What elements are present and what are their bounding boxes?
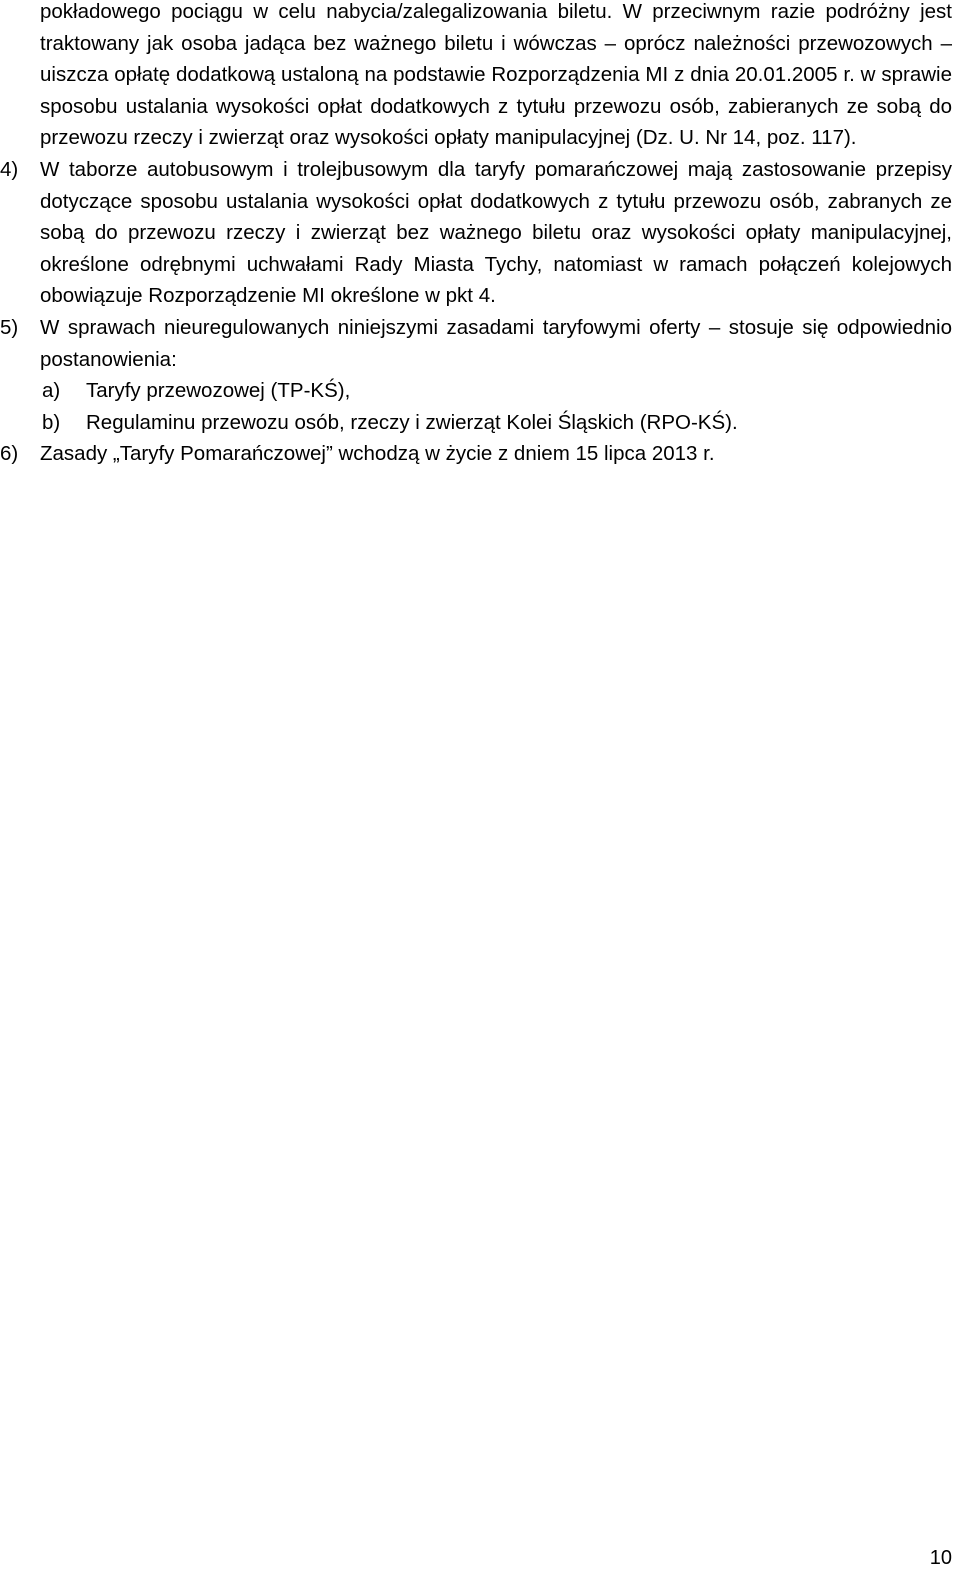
list-item-number: 6) [0,442,19,466]
list-item-6 [0,438,952,470]
document-body [0,0,952,470]
sub-item-text: Taryfy przewozowej (TP-KŚ), [86,379,351,403]
list-item-number: 4) [0,157,19,181]
sub-item-a [0,375,952,407]
list-item-text: Zasady „Taryfy Pomarańczowej” wchodzą w życie z dniem 15 lipca 2013 r. [40,442,715,466]
sub-item-letter: b) [42,410,61,434]
list-item-number: 5) [0,315,19,339]
sub-item-text: Regulaminu przewozu osób, rzeczy i zwierząt Kolei Śląskich (RPO-KŚ). [86,410,738,434]
sub-item-b [0,407,952,439]
list-item-text: W taborze autobusowym i trolejbusowym dla taryfy pomarańczowej mają zastosowanie przepisy dotyczące sposobu ustalania wysokości opłat dodatkowych z tytułu przewozu osób, zabranych ze sobą do przewozu rzeczy i zwierząt bez ważnego biletu oraz wysokości opłaty manipulacyjnej, określone odrębnymi uchwałami Rady Miasta Tychy, natomiast w ramach połączeń kolejowych obowiązuje Rozporządzenie MI określone w pkt 4. [40,157,952,308]
list-item-5 [0,312,952,375]
page-number: 10 [929,1547,952,1569]
continuation-paragraph: pokładowego pociągu w celu nabycia/zalegalizowania biletu. W przeciwnym razie podróżny jest traktowany jak osoba jadąca bez ważnego biletu i wówczas – oprócz należności przewozowych – uiszcza opłatę dodatkową ustaloną na podstawie Rozporządzenia MI z dnia 20.01.2005 r. w sprawie sposobu ustalania wysokości opłat dodatkowych z tytułu przewozu osób, zabieranych ze sobą do przewozu rzeczy i zwierząt oraz wysokości opłaty manipulacyjnej (Dz. U. Nr 14, poz. 117). [40,0,952,150]
list-item-4 [0,154,952,312]
list-item-text: W sprawach nieuregulowanych niniejszymi zasadami taryfowymi oferty – stosuje się odpowiednio postanowienia: [40,315,952,371]
sub-item-letter: a) [42,379,61,403]
